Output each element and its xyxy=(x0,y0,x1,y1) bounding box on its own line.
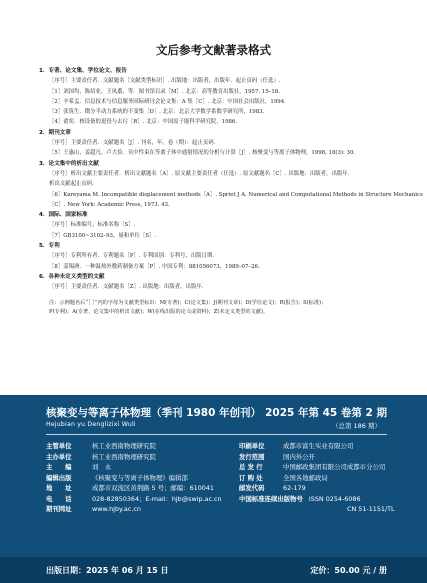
section-analytic xyxy=(39,159,423,210)
info-value: 核工业西南物理研究院 xyxy=(92,442,156,450)
note-line: 注：示例题名后“［ ］”内的字母为文献类型标识：M(专著)；C(论文集)；J(期刊文章)；D(学位论文)；R(报告)；S(标准)； xyxy=(49,299,327,306)
distribution-info xyxy=(239,441,395,515)
info-row xyxy=(46,452,222,463)
info-row xyxy=(239,473,395,484)
format-line: ［序号］专利所有者．专利题名［P］. 专利国别：专利号，出版日期． xyxy=(49,253,218,260)
price: 定价：50.00 元 / 册 xyxy=(310,566,387,575)
info-value: 《核聚变与等离子体物理》编辑部 xyxy=(92,473,188,482)
info-row xyxy=(239,504,395,515)
divider xyxy=(46,434,387,435)
info-label: 订 购 处 xyxy=(239,473,263,482)
info-row xyxy=(46,483,222,494)
total-issue: （总第 186 期） xyxy=(331,422,381,430)
info-value: 国内外公开 xyxy=(283,452,315,461)
info-row xyxy=(46,473,222,484)
info-row xyxy=(239,483,395,494)
example-line: ［5］王惠山，姜超凡，卢大俭．氘中性束在等离子体中通射情况的分析与计算［J］. 核聚变与等离子体物理，1998, 18(3): 30. xyxy=(49,150,356,157)
info-row xyxy=(46,462,222,473)
section-monographs xyxy=(39,66,395,128)
info-label xyxy=(239,504,347,515)
info-label: 总 发 行 xyxy=(239,463,263,471)
info-label: 编辑出版 xyxy=(46,473,72,482)
example-line-continuation: ［C］. New York: Academic Press, 1973. 43. xyxy=(49,201,170,208)
info-label: 发行范围 xyxy=(239,452,265,461)
info-label: 电 话 xyxy=(46,494,72,503)
info-value: 核工业西南物理研究院 xyxy=(92,452,156,461)
page-title: 文后参考文献著录格式 xyxy=(156,43,271,57)
info-value: 中国邮政集团有限公司成都市分公司 xyxy=(283,463,386,471)
format-line: ［序号］标准编号，标准名称［S］. xyxy=(49,222,136,229)
info-label: 期刊网址 xyxy=(46,505,72,513)
info-value: 刘 永 xyxy=(92,463,112,471)
section-heading: 4．国际、国家标准 xyxy=(39,212,88,219)
example-line: ［2］辛希孟．信息技术与信息服务国际研讨会论文集：A 集［C］. 北京：中国社会出版社，1994. xyxy=(49,98,286,105)
info-row xyxy=(46,494,222,505)
section-heading: 1．专著、论文集、学位论文、报告 xyxy=(39,68,127,74)
info-label: 中国标准连续出版物号 xyxy=(239,494,303,503)
info-value: 028-82850364；E-mail：hjb@swip.ac.cn xyxy=(92,494,222,503)
info-label: 主 编 xyxy=(46,463,72,471)
format-line: ［序号］析出文献主要责任者．析出文献题名［A］. 原文献主要责任者（任选）. 原文献题名［C］. 出版地：出版者，出版年． xyxy=(49,170,354,177)
info-label: 印刷单位 xyxy=(239,442,265,450)
publisher-info xyxy=(46,441,222,515)
section-other xyxy=(39,272,395,293)
info-label: 邮发代码 xyxy=(239,484,265,492)
publication-date: 出版日期：2025 年 06 月 15 日 xyxy=(46,566,169,575)
issue-number: 2025 年第 45 卷第 2 期 xyxy=(265,407,387,419)
section-heading: 6．各种未定义类型的文献 xyxy=(39,273,105,280)
section-heading: 5．专利 xyxy=(39,243,60,250)
info-row xyxy=(239,462,395,473)
format-line: ［序号］主要责任者．文献题名［J］. 刊名，年，卷（期）：起止页码． xyxy=(49,140,219,147)
journal-name: 核聚变与等离子体物理（季刊 1980 年创刊） xyxy=(46,407,262,419)
journal-info-panel xyxy=(0,395,427,583)
section-journal xyxy=(39,128,395,159)
info-row xyxy=(239,452,395,463)
example-line: ［8］姜锡洲．一种温热外敷药制备方案［P］. 中国专利：881056073，1989–07–26. xyxy=(49,263,260,270)
example-line: ［1］刘国均，陈绍业，王凤翥，等．图书馆目录［M］. 北京：高等教育出版社，1957. 15–18. xyxy=(49,88,280,95)
section-heading: 2．期刊文章 xyxy=(39,129,71,136)
type-code-note xyxy=(39,299,395,318)
section-standards xyxy=(39,210,395,241)
info-value: 成都市双流区黄荆路 5 号；邮编：610041 xyxy=(92,484,214,492)
info-value: CN 51-1151/TL xyxy=(347,505,395,513)
journal-website: www.hjby.ac.cn xyxy=(92,505,141,513)
info-row xyxy=(46,504,222,515)
example-line: ［6］Kareyama M. Incompatible displacement methods［A］. Spriet J A. Numerical and Computational Methods in Structure Mechanics xyxy=(49,191,423,198)
info-value: ISSN 0254-6086 xyxy=(308,494,361,503)
info-row xyxy=(239,441,395,452)
note-line: P(专利)；A(专著、论文集中的析出文献)；W(在线出版的论文或资料)；Z(未定义类型的文献)。 xyxy=(49,309,269,316)
format-line: ［序号］主要责任者．文献题名［文献类型标识］. 出版地：出版者，出版年．起止页码（任选）. xyxy=(49,78,281,85)
format-line-continuation: 析出文献起止页码． xyxy=(49,181,98,188)
example-line: ［7］GB3100~3102–93，量和单位［S］. xyxy=(49,232,157,239)
section-heading: 3．论文集中的析出文献 xyxy=(39,160,99,167)
journal-pinyin: Hejubian yu Denglizixi Wuli xyxy=(46,421,136,428)
example-line: ［3］张筑生．微分半动力系统的不变集［D］. 北京：北京大学数学系数学研究所，1983. xyxy=(49,109,265,116)
info-label: 地 址 xyxy=(46,484,72,492)
reference-sections xyxy=(39,66,423,318)
info-row xyxy=(239,494,395,505)
info-label: 主办单位 xyxy=(46,452,72,461)
info-value: 全国各地邮政局 xyxy=(283,473,328,482)
info-row xyxy=(46,441,222,452)
info-value: 成都市富生实业有限公司 xyxy=(283,442,354,450)
section-patents xyxy=(39,241,395,272)
example-line: ［4］俞奕．核设备的退役与去污［R］. 北京：中国原子能科学研究院，1986. xyxy=(49,119,238,126)
format-line: ［序号］主要责任者．文献题名［Z］. 出版地：出版者，出版年． xyxy=(49,284,208,291)
info-value: 62-179 xyxy=(283,484,306,492)
footer-bar xyxy=(0,557,427,583)
info-label: 主管单位 xyxy=(46,442,72,450)
